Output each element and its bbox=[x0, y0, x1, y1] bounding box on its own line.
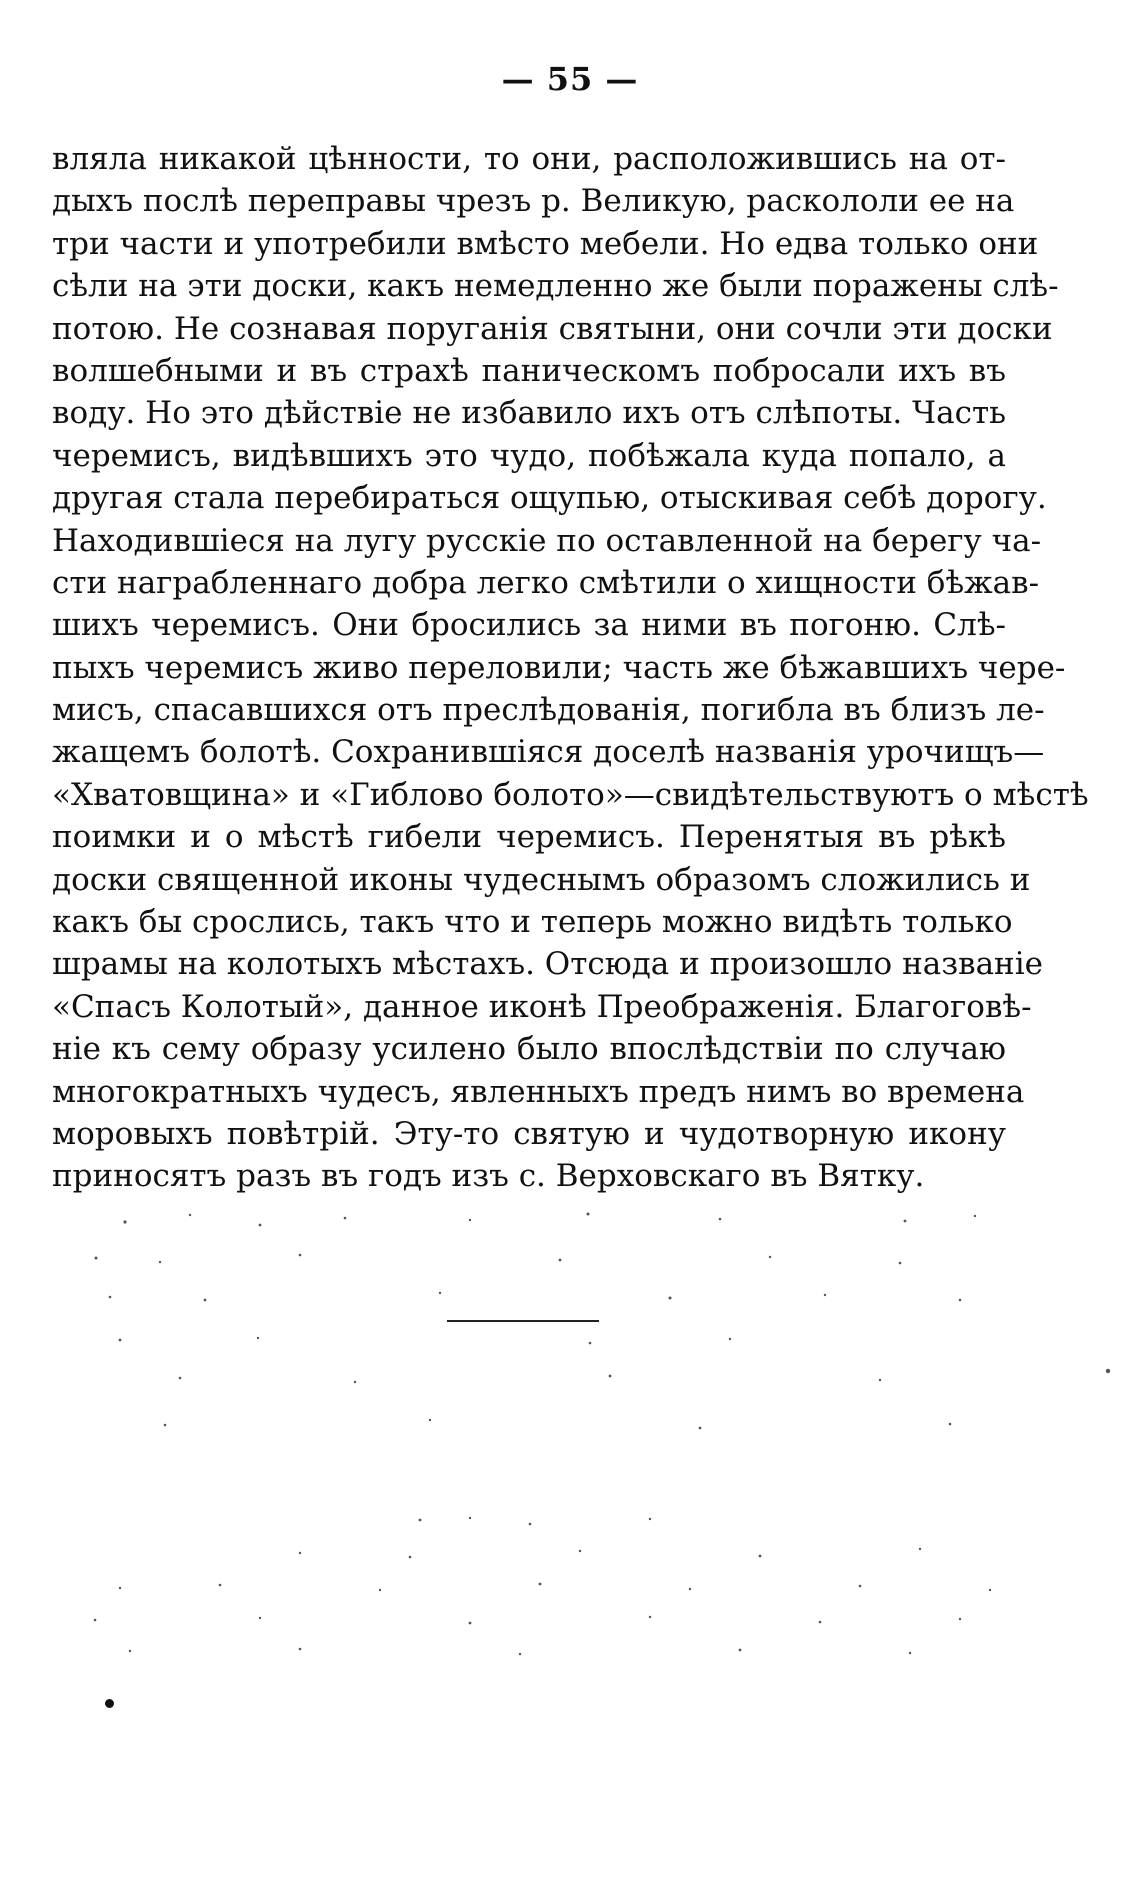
text-line: черемисъ, видѣвшихъ это чудо, побѣжала куда попало, а bbox=[52, 437, 1006, 474]
text-line: сѣли на эти доски, какъ немедленно же были поражены слѣ- bbox=[52, 268, 1059, 305]
section-separator bbox=[447, 1320, 599, 1322]
text-line: «Спасъ Колотый», данное иконѣ Преображенія. Благоговѣ- bbox=[52, 988, 1032, 1025]
text-line: сти награбленнаго добра легко смѣтили о хищности бѣжав- bbox=[52, 564, 1040, 601]
text-line: ніе къ сему образу усилено было впослѣдствіи по случаю bbox=[52, 1031, 1006, 1068]
text-line: поимки и о мѣстѣ гибели черемисъ. Перенятыя въ рѣкѣ bbox=[52, 819, 1006, 856]
text-line: какъ бы срослись, такъ что и теперь можно видѣть только bbox=[52, 904, 1013, 941]
text-line: доски священной иконы чудеснымъ образомъ сложились и bbox=[52, 861, 1031, 898]
text-line: «Хватовщина» и «Гиблово болото»—свидѣтельствуютъ о мѣстѣ bbox=[52, 776, 1089, 813]
text-line: воду. Но это дѣйствіе не избавило ихъ отъ слѣпоты. Часть bbox=[52, 395, 1006, 432]
text-line: многократныхъ чудесъ, явленныхъ предъ нимъ во времена bbox=[52, 1073, 1025, 1110]
text-line: жащемъ болотѣ. Сохранившіяся доселѣ названія урочищъ— bbox=[52, 734, 1045, 771]
text-line: мисъ, спасавшихся отъ преслѣдованія, погибла въ близъ ле- bbox=[52, 692, 1045, 729]
bullet-mark bbox=[105, 1699, 114, 1708]
body-text bbox=[52, 138, 1089, 1198]
text-line: другая стала перебираться ощупью, отыскивая себѣ дорогу. bbox=[52, 480, 1047, 517]
text-line: пыхъ черемисъ живо переловили; часть же бѣжавшихъ чере- bbox=[52, 649, 1066, 686]
text-line: моровыхъ повѣтрій. Эту-то святую и чудотворную икону bbox=[52, 1115, 1006, 1152]
text-line: три части и употребили вмѣсто мебели. Но едва только они bbox=[52, 225, 1039, 262]
text-line: приносятъ разъ въ годъ изъ с. Верховскаго въ Вятку. bbox=[52, 1158, 925, 1195]
text-line: Находившіеся на лугу русскіе по оставленной на берегу ча- bbox=[52, 522, 1042, 559]
text-line: вляла никакой цѣнности, то они, расположившись на от- bbox=[52, 141, 1006, 177]
page-number: — 55 — bbox=[501, 60, 639, 98]
text-line: волшебными и въ страхѣ паническомъ побросали ихъ въ bbox=[52, 352, 1006, 389]
text-line: потою. Не сознавая поруганія святыни, они сочли эти доски bbox=[52, 310, 1053, 347]
text-line: шихъ черемисъ. Они бросились за ними въ погоню. Слѣ- bbox=[52, 607, 1006, 644]
text-line: дыхъ послѣ переправы чрезъ р. Великую, раскололи ее на bbox=[52, 183, 1015, 220]
text-line: шрамы на колотыхъ мѣстахъ. Отсюда и произошло названіе bbox=[52, 946, 1043, 983]
